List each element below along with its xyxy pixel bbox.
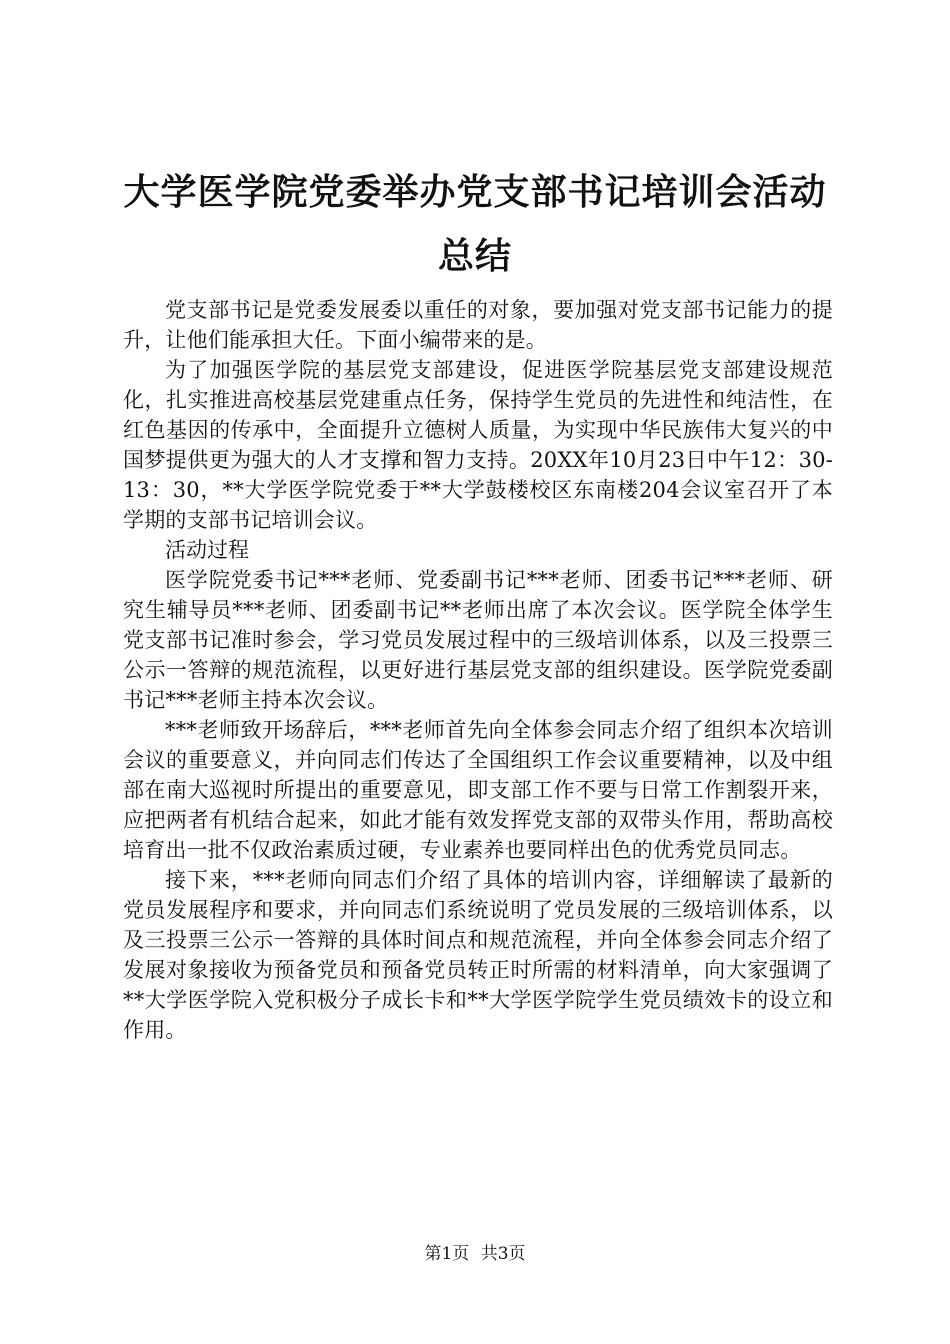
section-heading: 活动过程 [165, 538, 249, 562]
page-footer [0, 1242, 950, 1266]
page-number: 第1页 [424, 1244, 470, 1264]
document-title: 大学医学院党委举办党支部书记培训会活动总结 [123, 171, 827, 277]
paragraph: 为了加强医学院的基层党支部建设，促进医学院基层党支部建设规范化，扎实推进高校基层党建重点任务，保持学生党员的先进性和纯洁性，在红色基因的传承中，全面提升立德树人质量，为实现中华民族伟大复兴的中国梦提供更为强大的人才支撑和智力支持。20XX年10月23日中午12：30-13：30，**大学医学院党委于**大学鼓楼校区东南楼204会议室召开了本学期的支部书记培训会议。 [123, 358, 833, 532]
paragraph: ***老师致开场辞后，***老师首先向全体参会同志介绍了组织本次培训会议的重要意义，并向同志们传达了全国组织工作会议重要精神，以及中组部在南大巡视时所提出的重要意见，即支部工作不要与日常工作割裂开来，应把两者有机结合起来，如此才能有效发挥党支部的双带头作用，帮助高校培育出一批不仅政治素质过硬，专业素养也要同样出色的优秀党员同志。 [123, 718, 833, 862]
paragraph: 党支部书记是党委发展委以重任的对象，要加强对党支部书记能力的提升，让他们能承担大任。下面小编带来的是。 [123, 298, 833, 352]
paragraph: 接下来，***老师向同志们介绍了具体的培训内容，详细解读了最新的党员发展程序和要求，并向同志们系统说明了党员发展的三级培训体系，以及三投票三公示一答辩的具体时间点和规范流程，并向全体参会同志介绍了发展对象接收为预备党员和预备党员转正时所需的材料清单，向大家强调了**大学医学院入党积极分子成长卡和**大学医学院学生党员绩效卡的设立和作用。 [123, 868, 833, 1042]
page-total: 共3页 [480, 1244, 526, 1264]
document-body [123, 295, 833, 1045]
paragraph: 医学院党委书记***老师、党委副书记***老师、团委书记***老师、研究生辅导员***老师、团委副书记**老师出席了本次会议。医学院全体学生党支部书记准时参会，学习党员发展过程中的三级培训体系，以及三投票三公示一答辩的规范流程，以更好进行基层党支部的组织建设。医学院党委副书记***老师主持本次会议。 [123, 568, 833, 712]
